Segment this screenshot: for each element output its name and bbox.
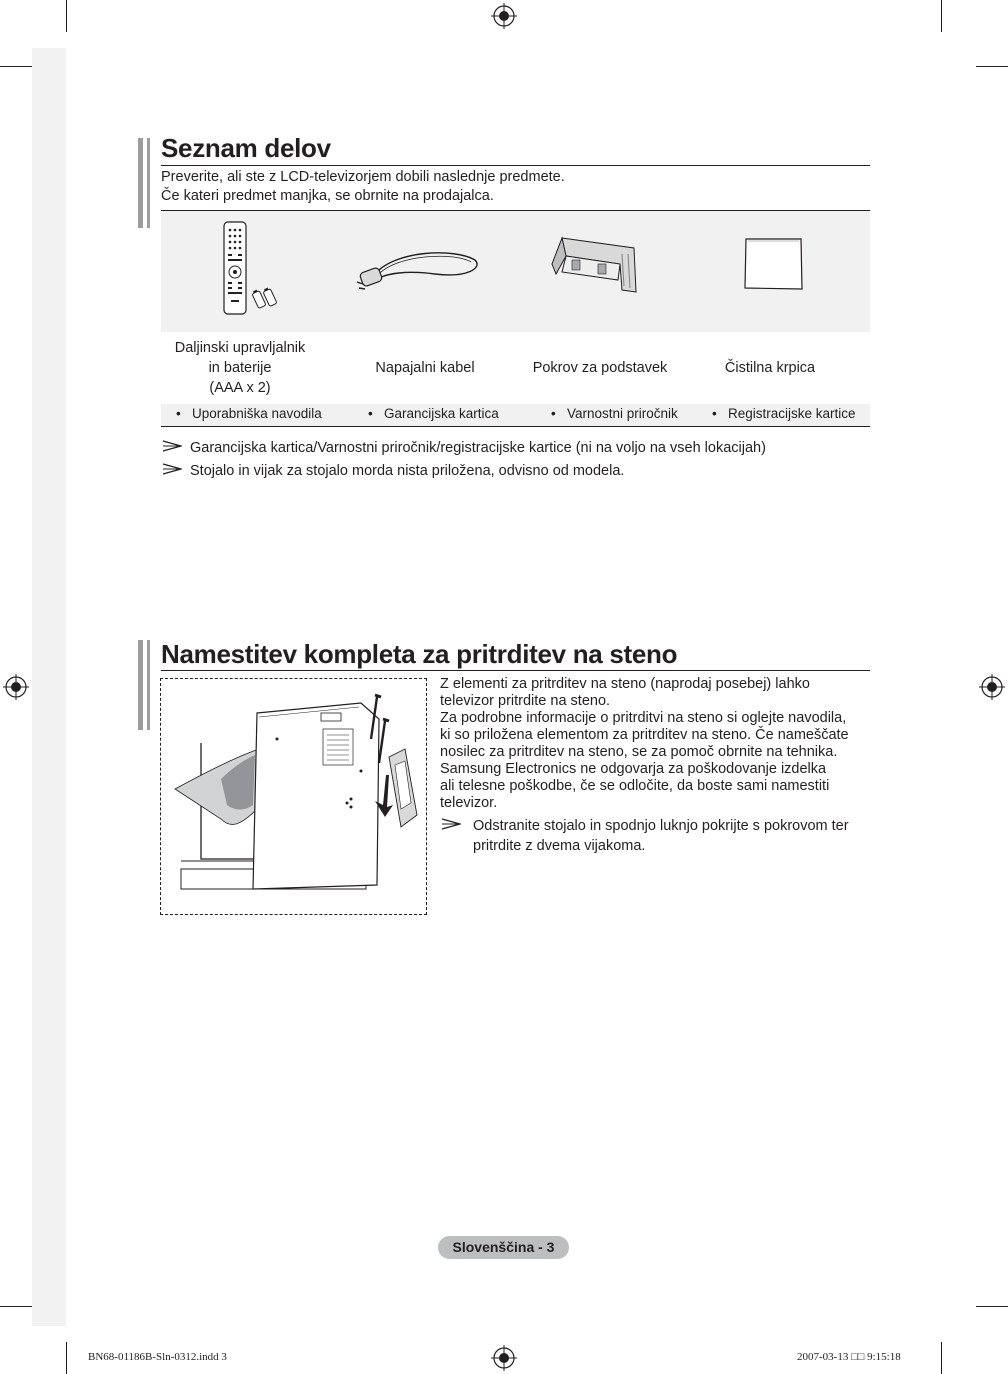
caption-line: Daljinski upravljalnik (174, 340, 306, 356)
title-divider (161, 165, 870, 166)
paragraph-line: televizor pritrdite na steno. (440, 693, 611, 709)
section-title: Namestitev kompleta za pritrditev na steno (161, 639, 678, 669)
wall-mount-description (440, 676, 870, 812)
registration-mark-icon (491, 3, 517, 29)
page-title: Seznam delov (161, 133, 331, 163)
paragraph-line: Samsung Electronics ne odgovarja za poškodovanje izdelka (440, 761, 827, 777)
note-text: Garancijska kartica/Varnostni priročnik/registracijske kartice (ni na voljo na vseh lokacijah) (190, 440, 766, 456)
paragraph-line: televizor. (440, 795, 498, 811)
registration-mark-icon (979, 674, 1005, 700)
wall-mount-note-line2: pritrdite z dvema vijakoma. (473, 838, 646, 854)
document-item: • Varnostni priročnik (551, 406, 678, 421)
remote-control-icon (222, 220, 278, 316)
note-arrow-icon (441, 818, 461, 830)
crop-mark (941, 0, 942, 32)
crop-mark (66, 1342, 67, 1374)
caption-line: in baterije (208, 360, 272, 376)
intro-text-line2: Če kateri predmet manjka, se obrnite na prodajalca. (161, 188, 494, 204)
document-label: Registracijske kartice (727, 406, 856, 421)
document-item: • Garancijska kartica (368, 406, 499, 421)
item-caption-stand-cover: Pokrov za podstavek (532, 360, 668, 376)
tv-back-illustration-icon (161, 679, 426, 914)
stand-cover-icon (548, 234, 644, 296)
file-name: BN68-01186B-Sln-0312.indd 3 (88, 1351, 227, 1363)
note-arrow-icon (162, 440, 182, 452)
crop-mark (976, 66, 1008, 67)
document-item: • Registracijske kartice (712, 406, 856, 421)
crop-mark (0, 66, 32, 67)
section-marker-bar (147, 138, 150, 228)
paragraph-line: ali telesne poškodbe, če se odločite, da boste sami namestiti (440, 778, 830, 794)
print-timestamp: 2007-03-13 □□ 9:15:18 (797, 1351, 901, 1363)
paragraph-line: ki so priložena elementom za pritrditev na steno. Če nameščate (440, 727, 849, 743)
title-divider (161, 670, 870, 671)
item-caption-remote (161, 338, 319, 398)
note-text: Stojalo in vijak za stojalo morda nista priložena, odvisno od modela. (190, 463, 625, 479)
wall-mount-figure (160, 678, 427, 915)
item-caption-cleaning-cloth: Čistilna krpica (724, 360, 816, 376)
section-marker-bar (147, 640, 150, 730)
page-number-badge: Slovenščina - 3 (438, 1236, 569, 1259)
caption-line: (AAA x 2) (209, 380, 271, 396)
power-cord-icon (355, 244, 483, 294)
paragraph-line: nosilec za pritrditev na steno, se za pomoč obrnite na tehnika. (440, 744, 838, 760)
crop-mark (976, 1306, 1008, 1307)
item-caption-power-cord: Napajalni kabel (375, 360, 475, 376)
side-strip (32, 48, 66, 1326)
paragraph-line: Za podrobne informacije o pritrditvi na steno si oglejte navodila, (440, 710, 847, 726)
crop-mark (941, 1342, 942, 1374)
wall-mount-note-line1: Odstranite stojalo in spodnjo luknjo pokrijte s pokrovom ter (473, 818, 849, 834)
document-label: Uporabniška navodila (191, 406, 322, 421)
document-item: • Uporabniška navodila (176, 406, 322, 421)
crop-mark (0, 1306, 32, 1307)
intro-text-line1: Preverite, ali ste z LCD-televizorjem dobili naslednje predmete. (161, 169, 565, 185)
section-marker-bar (138, 138, 143, 228)
cleaning-cloth-icon (743, 236, 805, 292)
note-arrow-icon (162, 463, 182, 475)
registration-mark-icon (3, 674, 29, 700)
crop-mark (66, 0, 67, 32)
paragraph-line: Z elementi za pritrditev na steno (naprodaj posebej) lahko (440, 676, 810, 692)
document-label: Garancijska kartica (383, 406, 499, 421)
document-label: Varnostni priročnik (566, 406, 678, 421)
registration-mark-icon (491, 1345, 517, 1371)
section-marker-bar (138, 640, 143, 730)
